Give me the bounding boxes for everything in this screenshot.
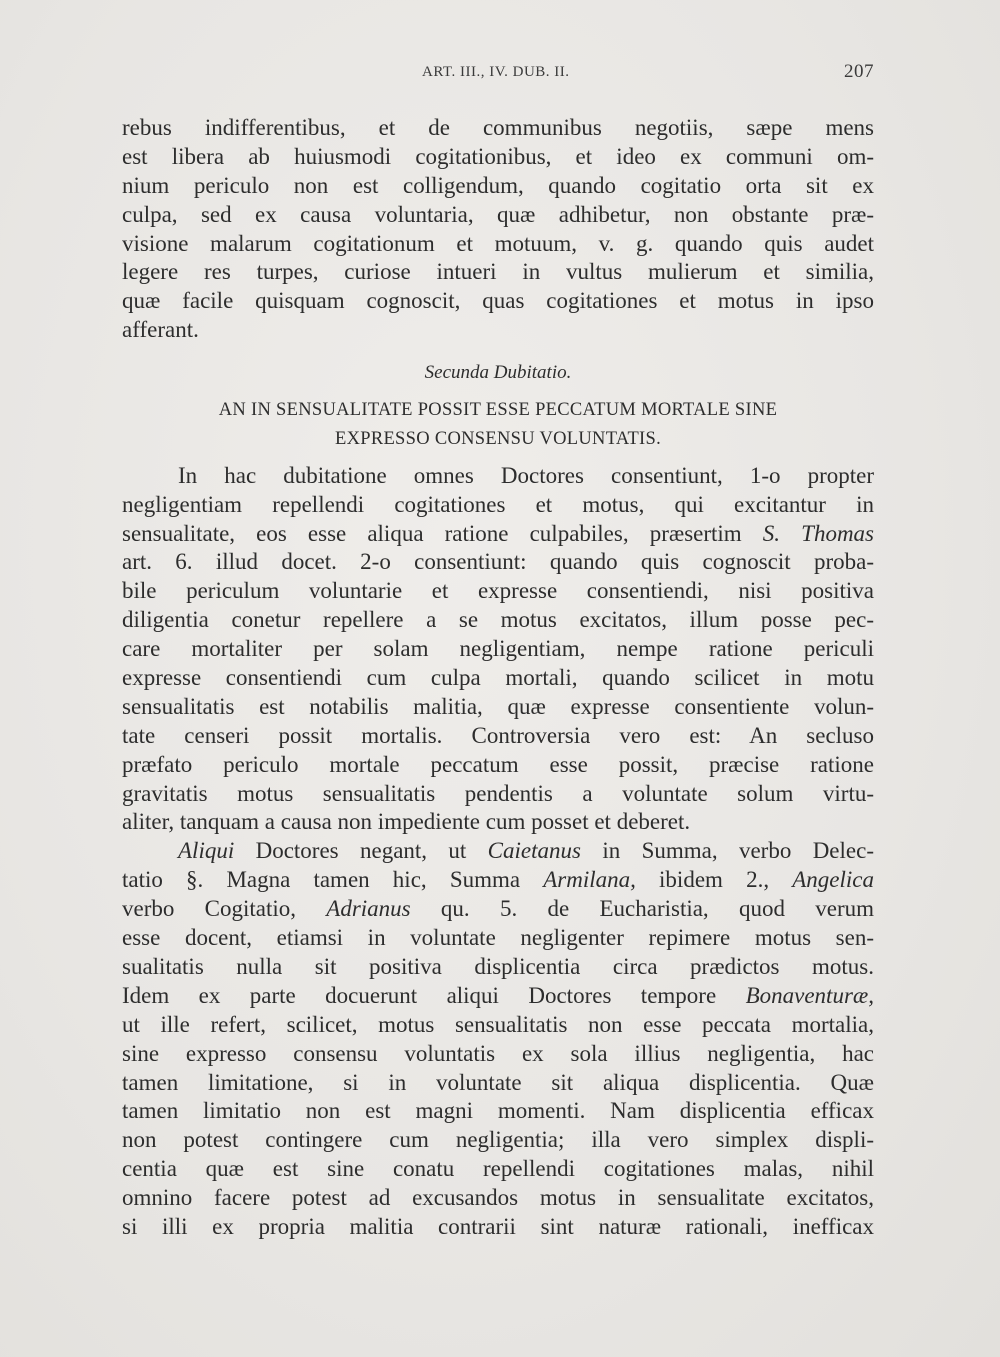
text-line (122, 895, 874, 924)
text-line: legere res turpes, curiose intueri in vultus mulierum et similia, (122, 259, 874, 285)
text-line: sensualitatis est notabilis malitia, quæ expresse consentiente volun- (122, 693, 874, 719)
text-line: centia quæ est sine conatu repellendi cogitationes malas, nihil (122, 1156, 874, 1182)
author-name: Aliqui (178, 838, 235, 864)
text-line: aliter, tanquam a causa non impediente cum posset et deberet. (122, 809, 691, 835)
text-line: care mortaliter per solam negligentiam, nempe ratione periculi (122, 636, 874, 662)
body-text (122, 114, 874, 1242)
text-segment: qu. 5. de Eucharistia, quod verum (410, 896, 874, 922)
text-line: gravitatis motus sensualitatis pendentis a voluntate solum virtu- (122, 780, 874, 806)
text-line: ut ille refert, scilicet, motus sensualitatis non esse peccata mortalia, (122, 1011, 874, 1037)
author-name: Angelica (792, 867, 874, 893)
text-line: negligentiam repellendi cogitationes et motus, qui excitantur in (122, 491, 874, 517)
text-line: omnino facere potest ad excusandos motus in sensualitate excitatos, (122, 1185, 874, 1211)
text-line: expresse consentiendi cum culpa mortali, quando scilicet in motu (122, 665, 874, 691)
author-name: Bonaventuræ, (745, 982, 874, 1008)
text-line: si illi ex propria malitia contrarii sint naturæ rationali, inefficax (122, 1213, 874, 1239)
paragraph-3 (122, 837, 874, 1241)
text-line (122, 866, 874, 895)
paragraph-2 (122, 462, 874, 838)
text-line (122, 520, 874, 549)
text-line: In hac dubitatione omnes Doctores consentiunt, 1-o propter (178, 462, 874, 488)
text-line: tamen limitatio non est magni momenti. Nam displicentia efficax (122, 1098, 874, 1124)
running-head-title: ART. III., IV. DUB. II. (422, 64, 570, 80)
text-line: sualitatis nulla sit positiva displicentia circa prædictos motus. (122, 953, 874, 979)
section-heading-line-2: EXPRESSO CONSENSU VOLUNTATIS. (334, 428, 662, 449)
text-line: rebus indifferentibus, et de communibus negotiis, sæpe mens (122, 115, 874, 140)
text-line: nium periculo non est colligendum, quando cogitatio orta sit ex (122, 172, 874, 198)
text-line: diligentia conetur repellere a se motus excitatos, illum posse pec- (122, 607, 874, 633)
author-name: S. Thomas (762, 520, 875, 546)
text-line: afferant. (122, 317, 199, 343)
text-segment: Idem ex parte docuerunt aliqui Doctores tempore (122, 982, 746, 1008)
text-line: sine expresso consensu voluntatis ex sola illius negligentia, hac (122, 1040, 874, 1066)
author-name: Adrianus (326, 896, 411, 922)
text-line (122, 982, 874, 1011)
text-segment: ibidem 2., (635, 867, 793, 893)
author-name: Caietanus (487, 838, 581, 864)
paragraph-1 (122, 114, 874, 345)
text-line: est libera ab huiusmodi cogitationibus, et ideo ex communi om- (122, 143, 874, 169)
text-line: tate censeri possit mortalis. Controversia vero est: An secluso (122, 722, 874, 748)
text-line: culpa, sed ex causa voluntaria, quæ adhibetur, non obstante præ- (122, 201, 874, 227)
text-segment: tatio §. Magna tamen hic, Summa (122, 867, 544, 893)
text-line: non potest contingere cum negligentia; illa vero simplex displi- (122, 1127, 874, 1153)
text-segment: sensualitate, eos esse aliqua ratione culpabiles, præsertim (122, 520, 763, 546)
section-heading-line-1: AN IN SENSUALITATE POSSIT ESSE PECCATUM MORTALE SINE (218, 400, 778, 421)
text-line: art. 6. illud docet. 2-o consentiunt: quando quis cognoscit proba- (122, 549, 874, 575)
text-segment: in Summa, verbo Delec- (580, 838, 874, 864)
text-segment: verbo Cogitatio, (122, 896, 327, 922)
author-name: Armilana, (543, 867, 636, 893)
page-number: 207 (844, 61, 874, 82)
text-line: præfato periculo mortale peccatum esse possit, præcise ratione (122, 751, 874, 777)
text-segment: Doctores negant, ut (234, 838, 488, 864)
text-line: tamen limitatione, si in voluntate sit aliqua displicentia. Quæ (122, 1069, 874, 1095)
text-line: visione malarum cogitationum et motuum, v. g. quando quis audet (122, 230, 874, 256)
text-line: quæ facile quisquam cognoscit, quas cogitationes et motus in ipso (122, 288, 874, 314)
section-subtitle: Secunda Dubitatio. (424, 362, 572, 384)
text-line: esse docent, etiamsi in voluntate negligenter repimere motus sen- (122, 925, 874, 951)
text-line (122, 837, 874, 866)
running-head (122, 61, 874, 86)
text-line: bile periculum voluntarie et expresse consentiendi, nisi positiva (122, 578, 874, 604)
